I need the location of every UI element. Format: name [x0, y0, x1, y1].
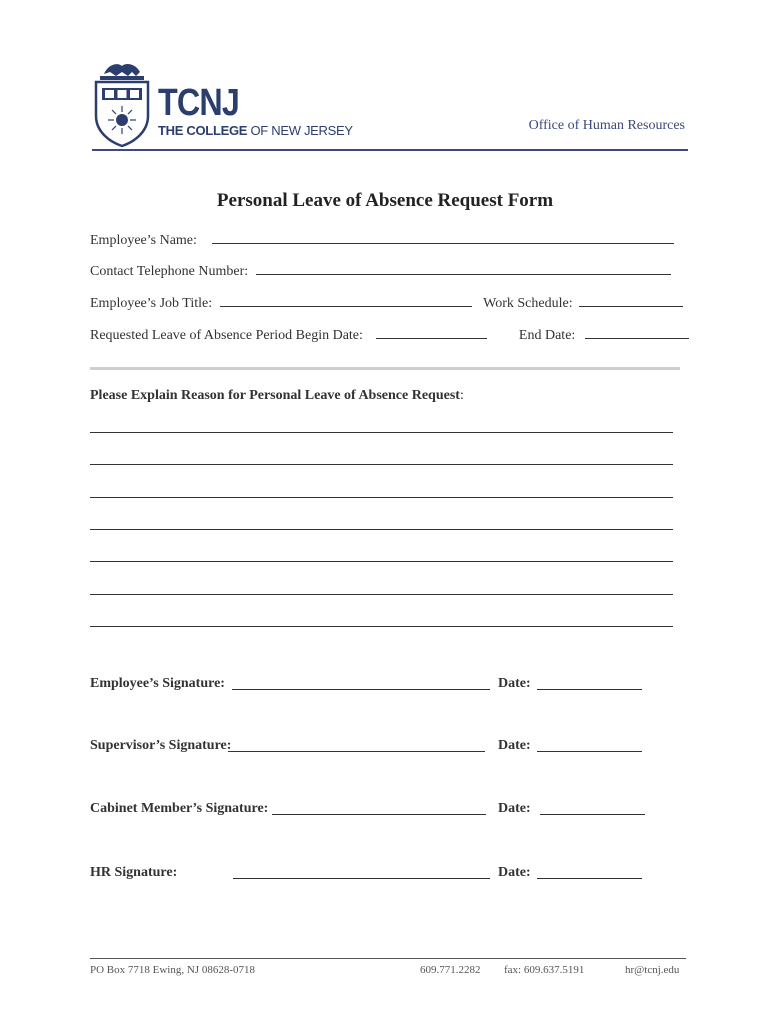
cabinet-signature-label: Cabinet Member’s Signature: [90, 801, 269, 816]
supervisor-date-label: Date: [498, 738, 531, 753]
reason-line[interactable] [90, 497, 673, 498]
reason-line[interactable] [90, 529, 673, 530]
cabinet-date-field[interactable] [540, 801, 645, 815]
employee-signature-label: Employee’s Signature: [90, 676, 225, 691]
job-title-row [90, 293, 683, 312]
employee-date-field[interactable] [537, 676, 642, 690]
reason-line[interactable] [90, 464, 673, 465]
logo [92, 60, 353, 150]
cabinet-date-label: Date: [498, 801, 531, 816]
supervisor-date-field[interactable] [537, 738, 642, 752]
footer-fax: fax: 609.637.5191 [504, 964, 585, 976]
supervisor-signature-field[interactable] [228, 738, 485, 752]
logo-wordmark: TCNJ [158, 82, 239, 124]
job-title-label: Employee’s Job Title: [90, 296, 213, 311]
footer-divider [90, 958, 686, 959]
header-divider [92, 149, 688, 151]
hr-signature-field[interactable] [233, 865, 490, 879]
hr-date-field[interactable] [537, 865, 642, 879]
work-schedule-field[interactable] [579, 293, 683, 307]
hr-date-label: Date: [498, 865, 531, 880]
employee-name-label: Employee’s Name: [90, 233, 197, 248]
job-title-field[interactable] [220, 293, 472, 307]
employee-name-row [90, 230, 674, 249]
work-schedule-label: Work Schedule: [483, 296, 573, 311]
college-shield-icon [92, 60, 152, 148]
begin-date-field[interactable] [376, 325, 487, 339]
footer-email: hr@tcnj.edu [625, 964, 680, 976]
logo-subtitle: THE COLLEGE OF NEW JERSEY [158, 123, 353, 138]
supervisor-signature-label: Supervisor’s Signature: [90, 738, 232, 753]
form-title: Personal Leave of Absence Request Form [216, 190, 554, 211]
employee-date-label: Date: [498, 676, 531, 691]
office-name: Office of Human Resources [528, 118, 685, 133]
footer-address: PO Box 7718 Ewing, NJ 08628-0718 [90, 964, 256, 976]
reason-line[interactable] [90, 626, 673, 627]
contact-phone-label: Contact Telephone Number: [90, 264, 249, 279]
reason-line[interactable] [90, 561, 673, 562]
begin-date-label: Requested Leave of Absence Period Begin Date: [90, 328, 363, 343]
explain-reason-label: Please Explain Reason for Personal Leave of Absence Request: [90, 388, 464, 403]
footer-phone: 609.771.2282 [420, 964, 481, 976]
employee-name-field[interactable] [212, 230, 674, 244]
reason-line[interactable] [90, 432, 673, 433]
end-date-label: End Date: [518, 328, 576, 343]
leave-period-row [90, 325, 689, 344]
hr-signature-label: HR Signature: [90, 865, 178, 880]
section-divider [90, 367, 680, 370]
end-date-field[interactable] [585, 325, 689, 339]
contact-phone-row [90, 261, 671, 280]
contact-phone-field[interactable] [256, 261, 671, 275]
cabinet-signature-field[interactable] [272, 801, 486, 815]
reason-line[interactable] [90, 594, 673, 595]
employee-signature-field[interactable] [232, 676, 490, 690]
